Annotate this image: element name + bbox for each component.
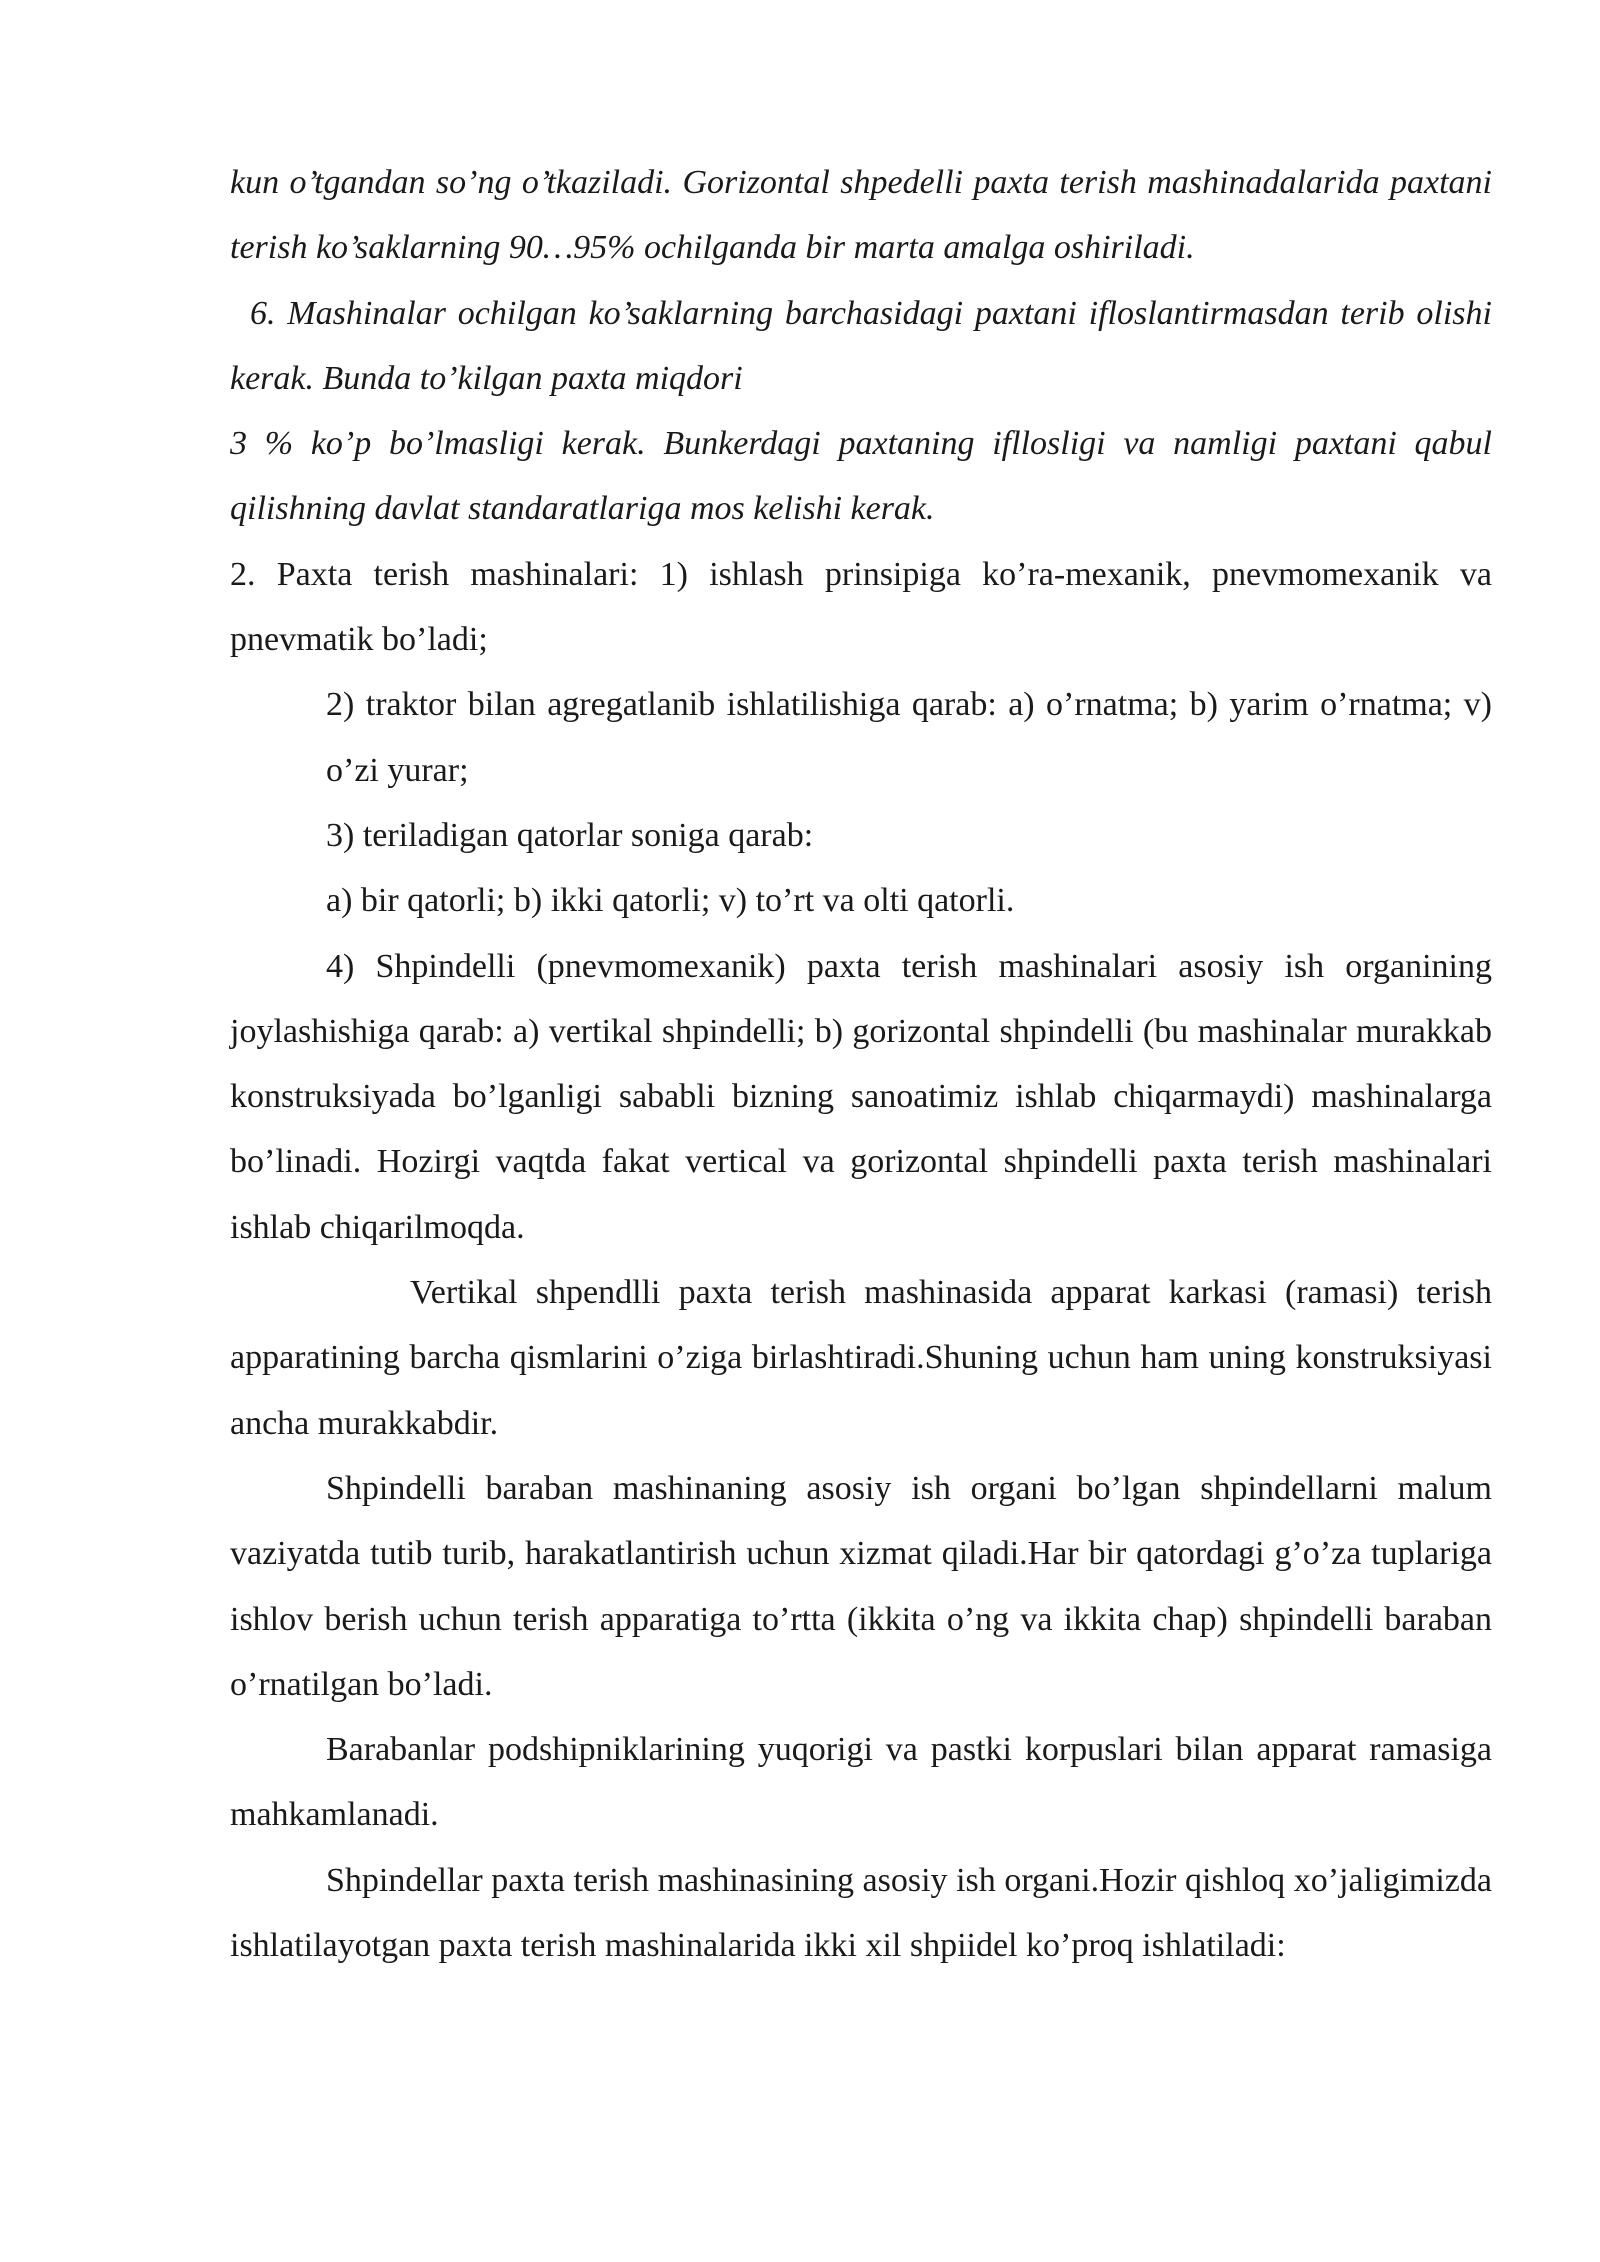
paragraph-spindle-drum: Shpindelli baraban mashinaning asosiy ish organi bo’lgan shpindellarni malum vaziyatda tutib turib, harakatlantirish uchun xizmat qiladi.Har bir qatordagi g’o’za tuplariga ishlov berish uchun terish apparatiga to’rtta (ikkita o’ng va ikkita chap) shpindelli baraban o’rnatilgan bo’ladi. xyxy=(230,1469,1492,1703)
paragraph-machine-types: 2. Paxta terish mashinalari: 1) ishlash prinsipiga ko’ra-mexanik, pnevmomexanik va pnevmatik bo’ladi; xyxy=(230,555,1492,659)
list-item-row-count: 3) teriladigan qatorlar soniga qarab: xyxy=(326,816,814,854)
paragraph-loss-limit: 3 % ko’p bo’lmasligi kerak. Bunkerdagi paxtaning ifllosligi va namligi paxtani qabul qilishning davlat standaratlariga mos kelishi kerak. xyxy=(230,425,1492,528)
paragraph-spindles: Shpindellar paxta terish mashinasining asosiy ish organi.Hozir qishloq xo’jaligimizda ishlatilayotgan paxta terish mashinalarida ikki xil shpiidel ko’proq ishlatiladi: xyxy=(230,1861,1492,1965)
list-item-spindle-types: 4) Shpindelli (pnevmomexanik) paxta terish mashinalari asosiy ish organining joylashishiga qarab: a) vertikal shpindelli; b) gorizontal shpindelli (bu mashinalar murakkab konstruksiyada bo’lganligi sababli bizning sanoatimiz ishlab chiqarmaydi) mashinalarga bo’linadi. Hozirgi vaqtda fakat vertical va gorizontal shpindelli paxta terish mashinalari ishlab chiqarilmoqda. xyxy=(230,947,1492,1246)
list-item-tractor-aggregation: 2) traktor bilan agregatlanib ishlatilishiga qarab: a) o’rnatma; b) yarim o’rnatma; v) o’zi yurar; xyxy=(326,686,1492,789)
paragraph-requirement-6: 6. Mashinalar ochilgan ko’saklarning barchasidagi paxtani ifloslantirmasdan terib olishi kerak. Bunda to’kilgan paxta miqdori xyxy=(230,294,1492,397)
document-page xyxy=(230,150,1492,1978)
paragraph-drum-bearings: Barabanlar podshipniklarining yuqorigi va pastki korpuslari bilan apparat ramasiga mahkamlanadi. xyxy=(230,1731,1492,1834)
paragraph-harvest-timing: kun o’tgandan so’ng o’tkaziladi. Gorizontal shpedelli paxta terish mashinadalarida paxtani terish ko’saklarning 90…95% ochilganda bir marta amalga oshiriladi. xyxy=(230,164,1492,267)
list-item-row-count-options: a) bir qatorli; b) ikki qatorli; v) to’rt va olti qatorli. xyxy=(326,882,1015,920)
paragraph-vertical-spindle: Vertikal shpendlli paxta terish mashinasida apparat karkasi (ramasi) terish apparatining barcha qismlarini o’ziga birlashtiradi.Shuning uchun ham uning konstruksiyasi ancha murakkabdir. xyxy=(230,1274,1492,1442)
